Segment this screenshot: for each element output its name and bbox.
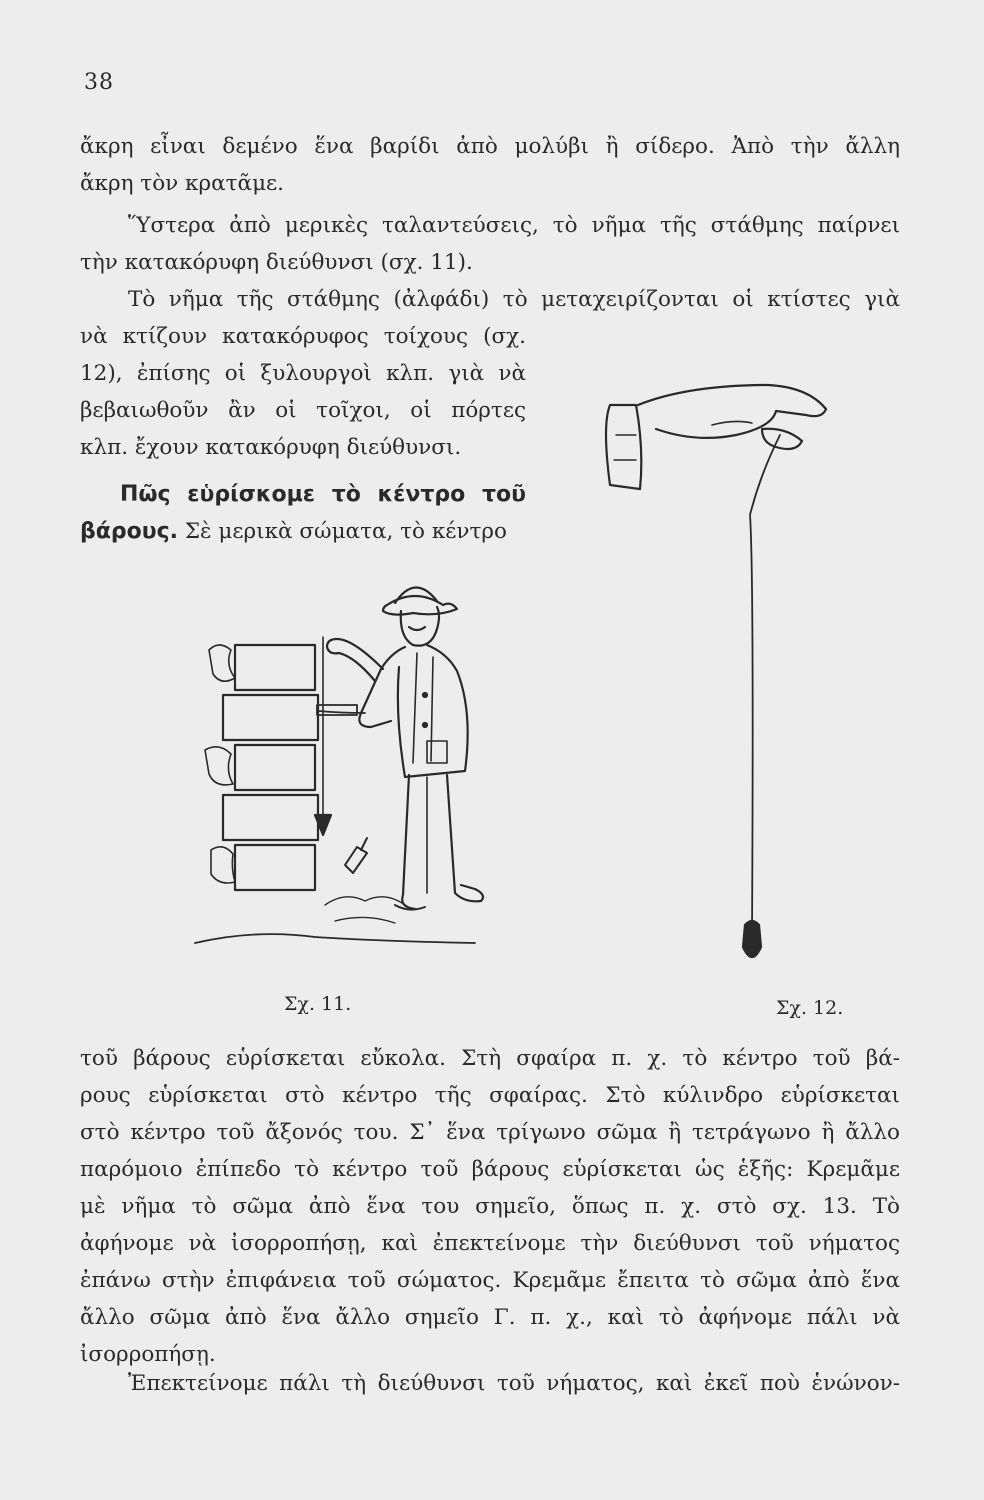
plumb-line xyxy=(750,435,780,935)
paragraph-3-line: νὰ κτίζουν κατακόρυφος τοίχους (σχ. xyxy=(80,324,526,349)
paragraph-5 xyxy=(80,1365,900,1402)
wall-brick xyxy=(235,745,315,790)
caption-fig-11: Σχ. 11. xyxy=(284,993,352,1015)
wall-brick xyxy=(223,695,318,740)
wall-brick xyxy=(223,795,318,840)
paragraph-1-line: ἄκρη εἶναι δεμένο ἕνα βαρίδι ἀπὸ μολύβι ἢ σίδερο. Ἀπὸ τὴν ἄλλη xyxy=(80,134,900,159)
paragraph-2-line: τὴν κατακόρυφη διεύθυνσι (σχ. 11). xyxy=(80,250,473,275)
paragraph-4-line: ρους εὑρίσκεται στὸ κέντρο τῆς σφαίρας. Στὸ κύλινδρο εὑρίσκεται xyxy=(80,1083,900,1108)
wall-brick xyxy=(235,645,315,690)
section-heading-continued: βάρους. xyxy=(80,519,178,544)
paragraph-3 xyxy=(80,281,900,318)
paragraph-4-line: ἀφήνομε νὰ ἰσορροπήσῃ, καὶ ἐπεκτείνομε τὴν διεύθυνσι τοῦ νήματος xyxy=(80,1231,900,1256)
paragraph-4-line: ἰσορροπήσῃ. xyxy=(80,1342,216,1367)
paragraph-4-line: ἄλλο σῶμα ἀπὸ ἕνα ἄλλο σημεῖο Γ. π. χ., καὶ τὸ ἀφήνομε πάλι νὰ xyxy=(80,1305,900,1330)
paragraph-3-line: Τὸ νῆμα τῆς στάθμης (ἀλφάδι) τὸ μεταχειρίζονται οἱ κτίστες γιὰ xyxy=(128,287,900,312)
heading-tail-text: Σὲ μερικὰ σώματα, τὸ κέντρο xyxy=(184,519,507,544)
paragraph-4-line: παρόμοιο ἐπίπεδο τὸ κέντρο τοῦ βάρους εὑρίσκεται ὡς ἑξῆς: Κρεμᾶμε xyxy=(80,1157,900,1182)
paragraph-1 xyxy=(80,128,900,202)
caption-fig-12: Σχ. 12. xyxy=(776,997,844,1019)
paragraph-4-line: μὲ νῆμα τὸ σῶμα ἀπὸ ἕνα του σημεῖο, ὅπως π. χ. στὸ σχ. 13. Τὸ xyxy=(80,1194,900,1219)
plumb-bob-icon xyxy=(743,921,761,957)
paragraph-3-line: 12), ἐπίσης οἱ ξυλουργοὶ κλπ. γιὰ νὰ xyxy=(80,361,526,386)
paragraph-4-line: ἐπάνω στὴν ἐπιφάνεια τοῦ σώματος. Κρεμᾶμε ἔπειτα τὸ σῶμα ἀπὸ ἕνα xyxy=(80,1268,900,1293)
paragraph-3-line: βεβαιωθοῦν ἂν οἱ τοῖχοι, οἱ πόρτες xyxy=(80,398,526,423)
figure-12-illustration xyxy=(592,365,842,990)
paragraph-5-line: Ἐπεκτείνομε πάλι τὴ διεύθυνσι τοῦ νήματος, καὶ ἐκεῖ ποὺ ἑνώνον- xyxy=(128,1371,900,1396)
sleeve-cuff xyxy=(606,405,641,489)
hand-icon xyxy=(638,385,826,438)
paragraph-2 xyxy=(80,207,900,281)
paragraph-3-line: κλπ. ἔχουν κατακόρυφη διεύθυνσι. xyxy=(80,435,462,460)
paragraph-4-line: στὸ κέντρο τοῦ ἄξονός του. Σ᾿ ἕνα τρίγωνο σῶμα ἢ τετράγωνο ἢ ἄλλο xyxy=(80,1120,900,1145)
paragraph-2-line: Ὕστερα ἀπὸ μερικὲς ταλαντεύσεις, τὸ νῆμα τῆς στάθμης παίρνει xyxy=(128,213,900,238)
paragraph-3-wrapped xyxy=(80,318,526,466)
wall-brick xyxy=(235,845,315,890)
page-number: 38 xyxy=(84,70,114,95)
paragraph-1-line: ἄκρη τὸν κρατᾶμε. xyxy=(80,171,285,196)
paragraph-4-line: τοῦ βάρους εὑρίσκεται εὔκολα. Στὴ σφαίρα π. χ. τὸ κέντρο τοῦ βά- xyxy=(80,1046,900,1071)
paragraph-4 xyxy=(80,1040,900,1373)
section-heading: Πῶς εὑρίσκομε τὸ κέντρο τοῦ xyxy=(120,482,526,507)
figure-11-illustration xyxy=(195,565,495,980)
section-heading-block xyxy=(80,476,526,550)
